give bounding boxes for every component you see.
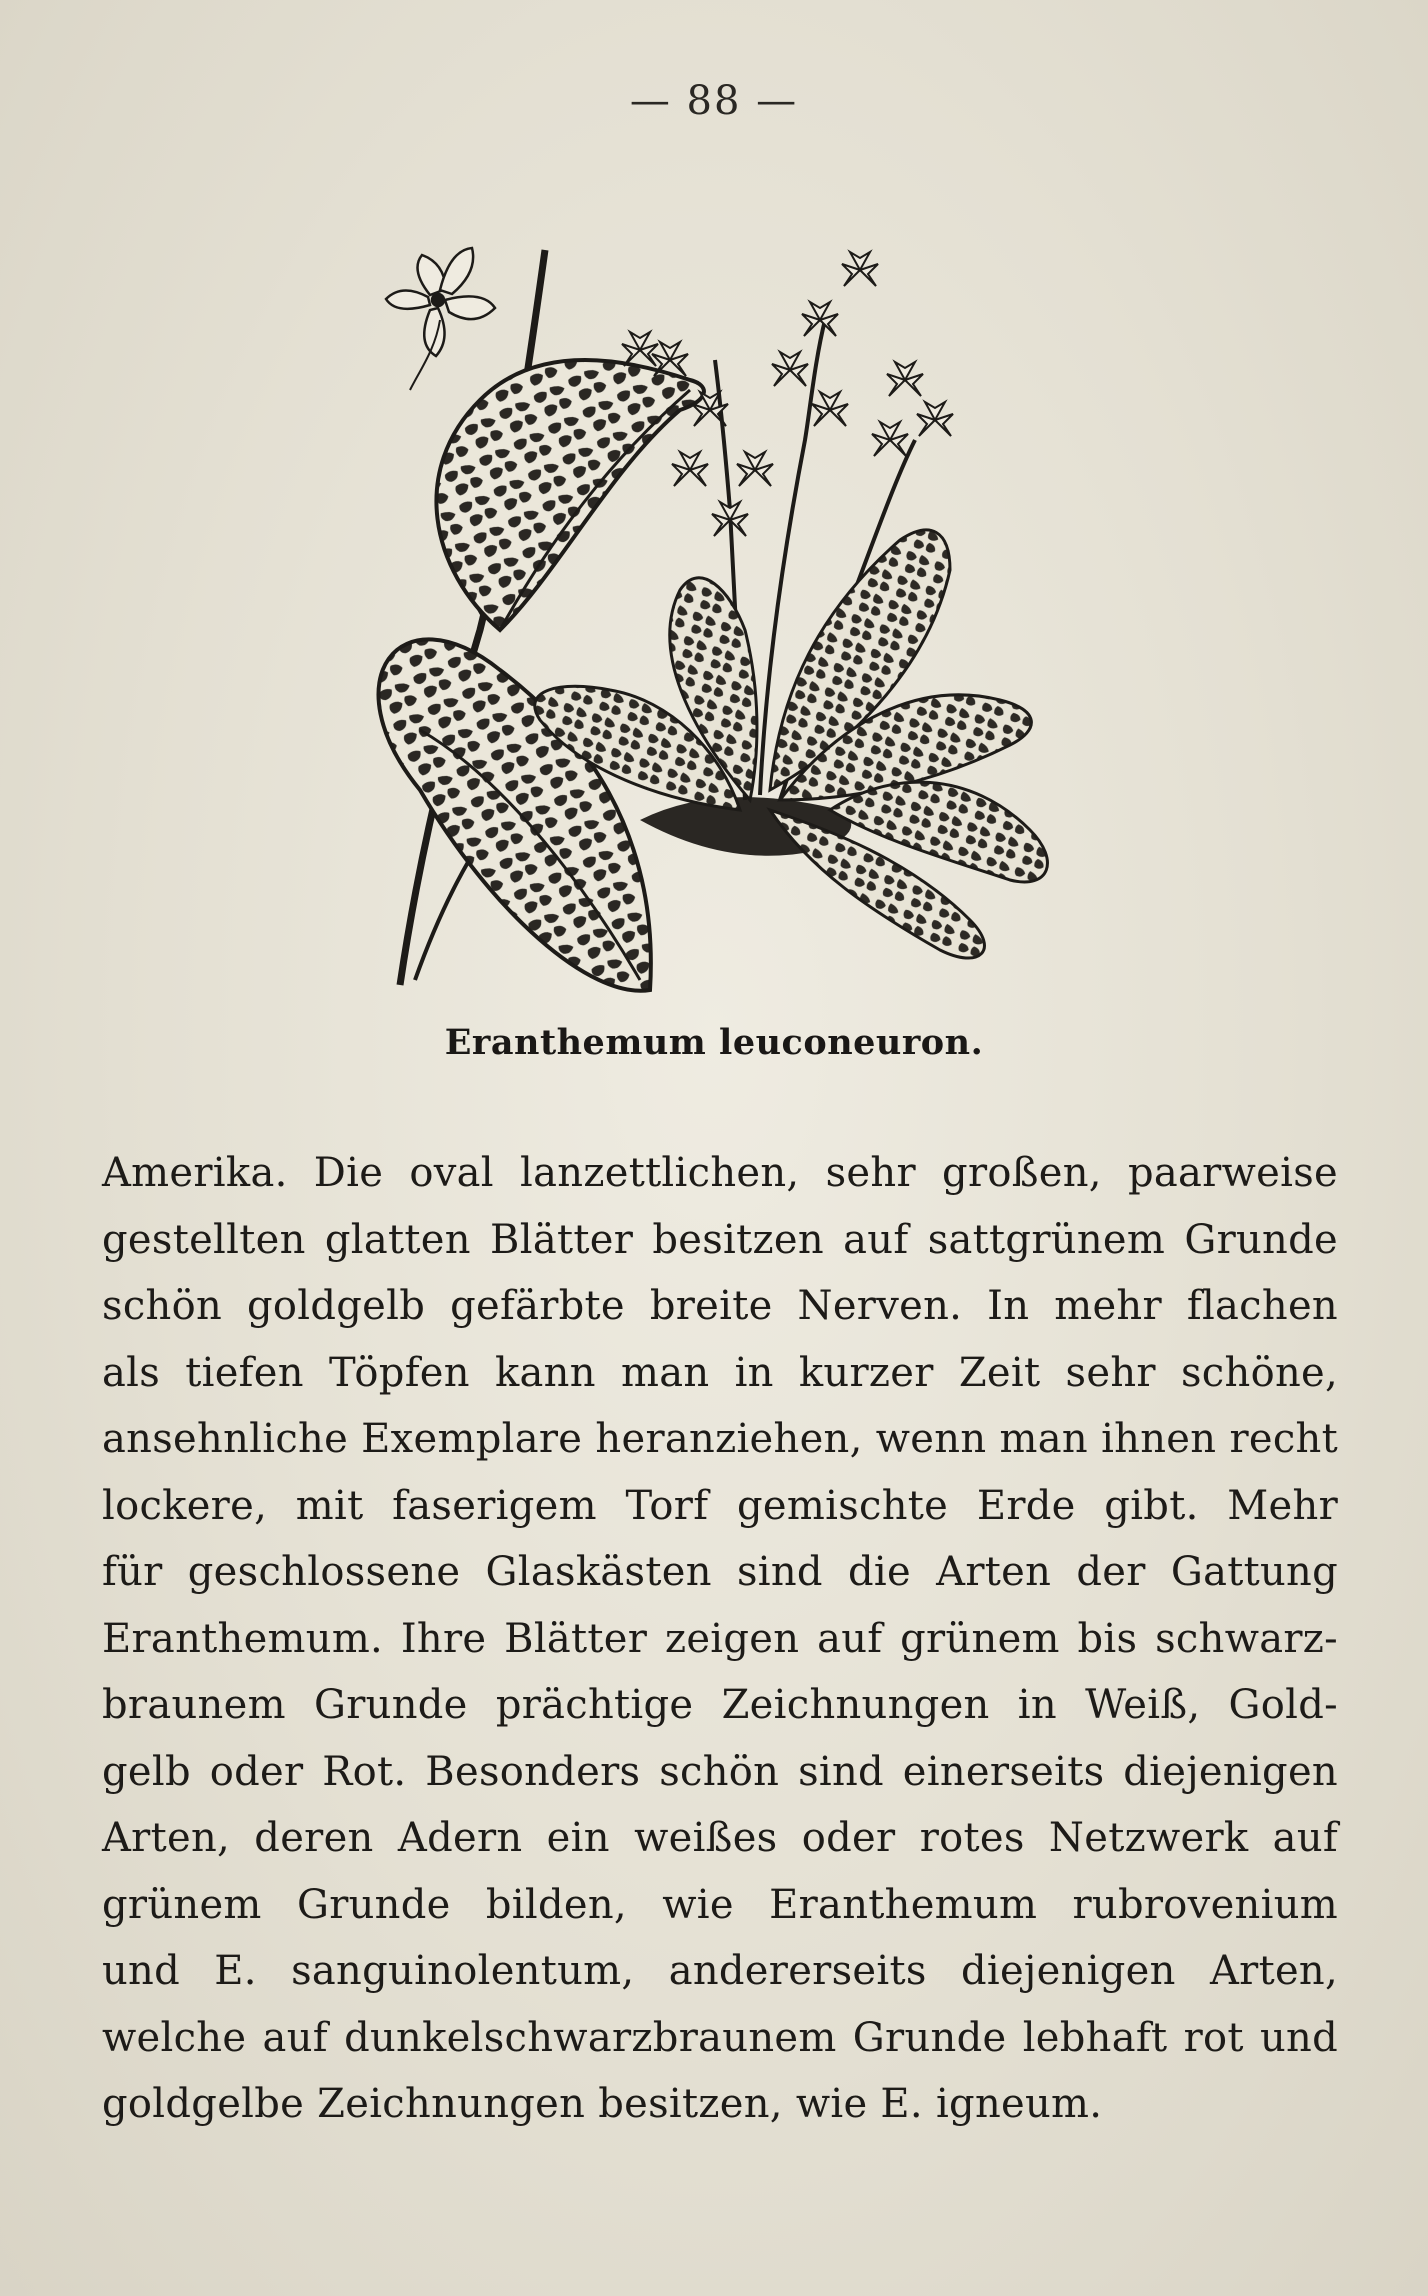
text-line: gestellten glatten Blätter besitzen auf sattgrünem Grunde [102,1216,1338,1263]
text-line: goldgelbe Zeichnungen besitzen, wie E. igneum. [102,2081,1103,2127]
text-line: Eranthemum. Ihre Blätter zeigen auf grünem bis schwarz- [102,1615,1338,1662]
body-text [102,1140,1338,2138]
text-line: und E. sanguinolentum, andererseits diejenigen Arten, [102,1948,1338,1994]
text-line: Arten, deren Adern ein weißes oder rotes Netzwerk auf [102,1815,1338,1861]
text-line: schön goldgelb gefärbte breite Nerven. In mehr flachen [102,1283,1338,1329]
text-line: für geschlossene Glaskästen sind die Arten der Gattung [102,1549,1338,1595]
text-line: grünem Grunde bilden, wie Eranthemum rubrovenium [102,1881,1338,1928]
text-line: Amerika. Die oval lanzettlichen, sehr großen, paarweise [102,1150,1338,1196]
page-number: — 88 — [629,78,799,124]
text-line: welche auf dunkelschwarzbraunem Grunde lebhaft rot und [102,2014,1338,2061]
text-line: als tiefen Töpfen kann man in kurzer Zeit sehr schöne, [102,1349,1338,1396]
botanical-illustration [360,210,1080,1000]
figure-caption: Eranthemum leuconeuron. [444,1022,984,1063]
text-line: braunem Grunde prächtige Zeichnungen in Weiß, Gold- [102,1682,1338,1728]
text-line: ansehnliche Exemplare heranziehen, wenn man ihnen recht [102,1416,1338,1462]
text-line: lockere, mit faserigem Torf gemischte Erde gibt. Mehr [102,1482,1338,1529]
text-line: gelb oder Rot. Besonders schön sind einerseits diejenigen [102,1748,1338,1795]
